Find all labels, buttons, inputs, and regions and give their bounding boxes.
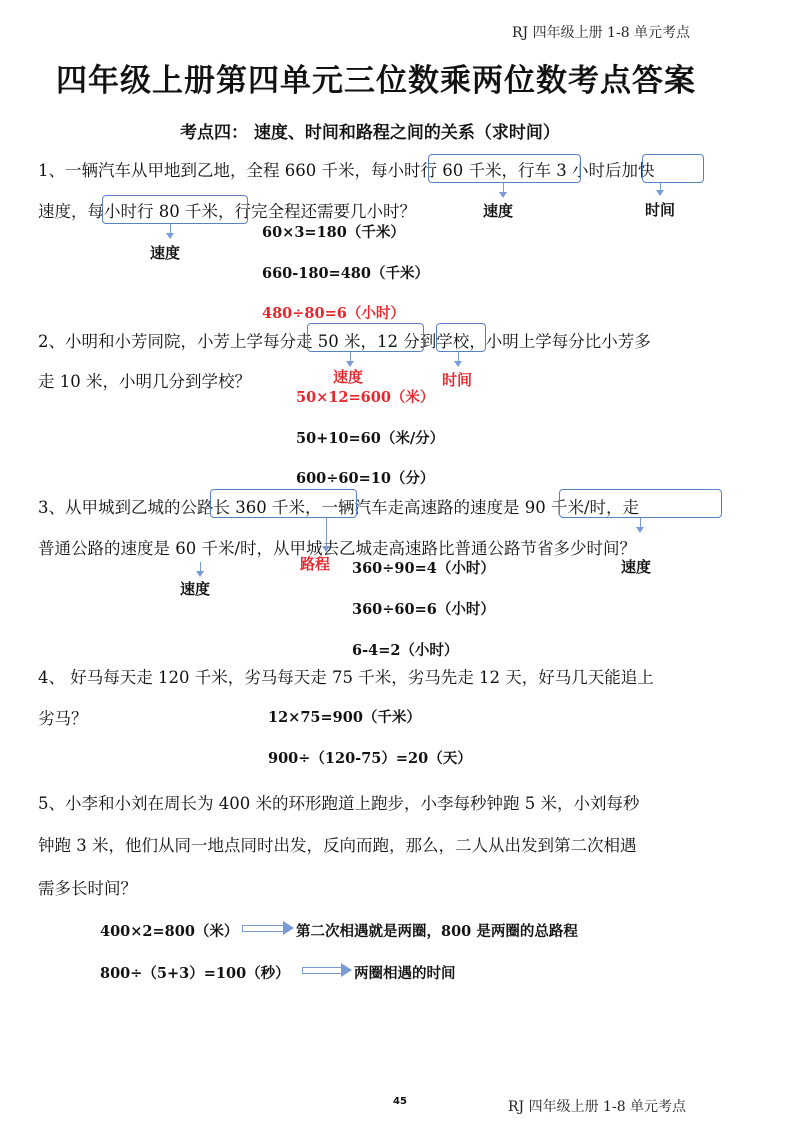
- q5-line2: 钟跑 3 米，他们从同一地点同时出发，反向而跑，那么，二人从出发到第二次相遇: [38, 836, 637, 855]
- q5-answer-1: 400×2=800（米）: [100, 923, 239, 940]
- q1-line2: 速度，每小时行 80 千米，行完全程还需要几小时？: [38, 202, 416, 221]
- q3-arrow-distance: [326, 518, 327, 547]
- q1-time-box: [642, 154, 704, 183]
- q2-arrow-time-tip: [454, 361, 462, 367]
- q5-arrow-2-shaft: [302, 967, 342, 974]
- q1-speed-box-a: [428, 154, 581, 183]
- q1-note-time: 时间: [645, 201, 676, 219]
- q1-line1: 1、一辆汽车从甲地到乙地，全程 660 千米，每小时行 60 千米，行车 3 小时后加快: [38, 161, 655, 180]
- q2-line1: 2、小明和小芳同院，小芳上学每分走 50 米，12 分到学校，小明上学每分比小芳多: [38, 332, 651, 351]
- q5-explanation-2: 两圈相遇的时间: [354, 965, 456, 982]
- q4-line1: 4、 好马每天走 120 千米，劣马每天走 75 千米，劣马先走 12 天，好马几天能追上: [38, 668, 654, 687]
- q1-speed-box-b: [102, 195, 248, 224]
- q1-answer-3: 480÷80=6（小时）: [262, 305, 405, 322]
- q5-explanation-1: 第二次相遇就是两圈，800 是两圈的总路程: [296, 923, 578, 940]
- q2-note-speed: 速度: [333, 368, 364, 386]
- q2-line2: 走 10 米，小明几分到学校？: [38, 372, 251, 391]
- footer-text: RJ 四年级上册 1-8 单元考点: [508, 1099, 687, 1115]
- page-title: 四年级上册第四单元三位数乘两位数考点答案: [56, 63, 696, 99]
- header-text: RJ 四年级上册 1-8 单元考点: [512, 25, 691, 41]
- q4-line2: 劣马？: [38, 709, 88, 728]
- q4-answer-2: 900÷（120-75）=20（天）: [268, 750, 472, 767]
- q3-note-distance: 路程: [300, 555, 331, 573]
- q3-arrow-speed-a-tip: [636, 527, 644, 533]
- q3-arrow-speed-b-tip: [196, 571, 204, 577]
- q3-speed-box-a: [559, 489, 722, 518]
- q3-answer-3: 6-4=2（小时）: [352, 642, 459, 659]
- q3-line1: 3、从甲城到乙城的公路长 360 千米，一辆汽车走高速路的速度是 90 千米/时，走: [38, 498, 640, 517]
- q4-answer-1: 12×75=900（千米）: [268, 709, 421, 726]
- q2-speed-box: [307, 323, 424, 352]
- q1-arrow-time-tip: [656, 190, 664, 196]
- q2-time-box: [436, 323, 486, 352]
- q5-line3: 需多长时间？: [38, 879, 137, 898]
- q1-arrow-speed-b-tip: [166, 233, 174, 239]
- q3-line2: 普通公路的速度是 60 千米/时，从甲城去乙城走高速路比普通公路节省多少时间？: [38, 539, 637, 558]
- q2-answer-2: 50+10=60（米/分）: [296, 430, 445, 447]
- q5-answer-2: 800÷（5+3）=100（秒）: [100, 965, 290, 982]
- q1-answer-2: 660-180=480（千米）: [262, 265, 429, 282]
- q3-note-speed-b: 速度: [180, 580, 211, 598]
- section-subtitle: 考点四： 速度、时间和路程之间的关系（求时间）: [180, 123, 560, 143]
- q5-arrow-2-tip: [341, 963, 352, 977]
- q2-answer-1: 50×12=600（米）: [296, 389, 435, 406]
- q3-answer-2: 360÷60=6（小时）: [352, 601, 495, 618]
- q1-note-speed-b: 速度: [150, 244, 181, 262]
- q3-note-speed-a: 速度: [621, 558, 652, 576]
- page-number: 45: [393, 1096, 407, 1107]
- q1-note-speed-a: 速度: [483, 202, 514, 220]
- q2-answer-3: 600÷60=10（分）: [296, 470, 435, 487]
- q3-distance-box: [210, 489, 357, 518]
- q1-answer-1: 60×3=180（千米）: [262, 224, 405, 241]
- q2-note-time: 时间: [442, 371, 473, 389]
- q1-arrow-speed-a-tip: [499, 192, 507, 198]
- q3-answer-1: 360÷90=4（小时）: [352, 560, 495, 577]
- q5-arrow-1-tip: [283, 921, 294, 935]
- q5-line1: 5、小李和小刘在周长为 400 米的环形跑道上跑步，小李每秒钟跑 5 米，小刘每秒: [38, 794, 640, 813]
- q5-arrow-1-shaft: [242, 925, 284, 932]
- q3-arrow-distance-tip: [322, 546, 330, 552]
